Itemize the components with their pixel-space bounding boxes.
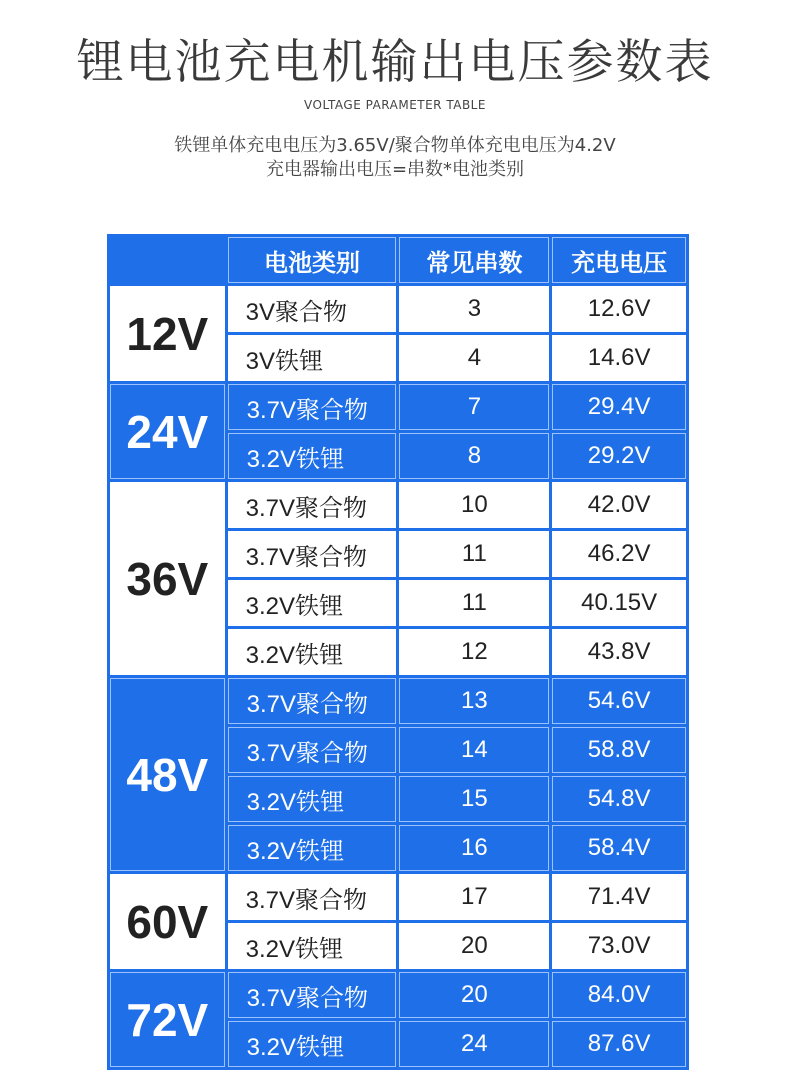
battery-type-cell: 3V聚合物 [228,286,397,332]
table-row [110,874,686,920]
note-line-2: 充电器输出电压=串数*电池类别 [265,159,525,180]
charge-voltage-cell: 14.6V [552,335,686,381]
table-row [110,286,686,332]
group-voltage-label: 36V [110,482,225,675]
battery-type-cell: 3.2V铁锂 [228,433,397,479]
battery-type-cell: 3.7V聚合物 [228,531,397,577]
battery-type-cell: 3.2V铁锂 [228,776,397,822]
series-count-cell: 20 [399,923,549,969]
table-header-row [110,237,686,283]
voltage-table-container [107,234,689,1070]
series-count-cell: 13 [399,678,549,724]
series-count-cell: 15 [399,776,549,822]
battery-type-cell: 3.2V铁锂 [228,1021,397,1067]
battery-type-cell: 3.7V聚合物 [228,972,397,1018]
charge-voltage-cell: 84.0V [552,972,686,1018]
series-count-cell: 10 [399,482,549,528]
battery-type-cell: 3.2V铁锂 [228,580,397,626]
series-count-cell: 4 [399,335,549,381]
battery-type-cell: 3.2V铁锂 [228,629,397,675]
series-count-cell: 3 [399,286,549,332]
table-row [110,384,686,430]
table-row [110,678,686,724]
battery-type-cell: 3.2V铁锂 [228,923,397,969]
series-count-cell: 14 [399,727,549,773]
series-count-cell: 12 [399,629,549,675]
charge-voltage-cell: 54.8V [552,776,686,822]
page-title: 锂电池充电机输出电压参数表 [76,35,714,90]
charge-voltage-cell: 46.2V [552,531,686,577]
group-voltage-label: 48V [110,678,225,871]
table-row [110,482,686,528]
charge-voltage-cell: 71.4V [552,874,686,920]
series-count-cell: 16 [399,825,549,871]
group-voltage-label: 24V [110,384,225,479]
header-series-count: 常见串数 [399,237,549,283]
header-blank-cell [110,237,225,283]
series-count-cell: 11 [399,531,549,577]
battery-type-cell: 3.2V铁锂 [228,825,397,871]
charge-voltage-cell: 40.15V [552,580,686,626]
charge-voltage-cell: 58.4V [552,825,686,871]
battery-type-cell: 3.7V聚合物 [228,727,397,773]
group-voltage-label: 60V [110,874,225,969]
series-count-cell: 7 [399,384,549,430]
battery-type-cell: 3.7V聚合物 [228,874,397,920]
charge-voltage-cell: 87.6V [552,1021,686,1067]
note-line-1: 铁锂单体充电电压为3.65V/聚合物单体充电电压为4.2V [174,135,616,156]
group-voltage-label: 12V [110,286,225,381]
series-count-cell: 20 [399,972,549,1018]
voltage-parameter-table [107,234,689,1070]
series-count-cell: 11 [399,580,549,626]
charge-voltage-cell: 58.8V [552,727,686,773]
battery-type-cell: 3.7V聚合物 [228,678,397,724]
charge-voltage-cell: 12.6V [552,286,686,332]
series-count-cell: 24 [399,1021,549,1067]
battery-type-cell: 3.7V聚合物 [228,384,397,430]
charge-voltage-cell: 42.0V [552,482,686,528]
group-voltage-label: 72V [110,972,225,1067]
charge-voltage-cell: 29.4V [552,384,686,430]
series-count-cell: 17 [399,874,549,920]
charge-voltage-cell: 73.0V [552,923,686,969]
battery-type-cell: 3V铁锂 [228,335,397,381]
page-subtitle: VOLTAGE PARAMETER TABLE [304,98,486,112]
battery-type-cell: 3.7V聚合物 [228,482,397,528]
header-charge-voltage: 充电电压 [552,237,686,283]
table-body [110,286,686,1067]
charge-voltage-cell: 29.2V [552,433,686,479]
series-count-cell: 8 [399,433,549,479]
charge-voltage-cell: 43.8V [552,629,686,675]
table-row [110,972,686,1018]
header-battery-type: 电池类别 [228,237,397,283]
charge-voltage-cell: 54.6V [552,678,686,724]
